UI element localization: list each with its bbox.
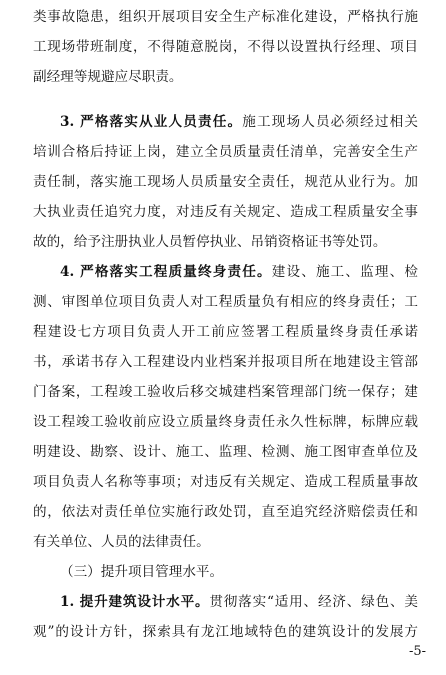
text-line: 书，承诺书存入工程建设内业档案并报项目所在地建设主管部: [33, 354, 418, 370]
subsection-heading: （三）提升项目管理水平。: [60, 564, 224, 580]
section-3-heading: 3. 严格落实从业人员责任。: [60, 114, 243, 130]
text-line: 大执业责任追究力度，对违反有关规定、造成工程质量安全事: [33, 204, 418, 220]
text-line: 观”的设计方针，探索具有龙江地域特色的建筑设计的发展方: [33, 624, 418, 640]
text-line: 类事故隐患，组织开展项目安全生产标准化建设，严格执行施: [33, 9, 418, 25]
text-line: 培训合格后持证上岗，建立全员质量责任清单，完善安全生产: [33, 144, 418, 160]
text-line: 明建设、勘察、设计、施工、监理、检测、施工图审查单位及: [33, 444, 418, 460]
text-line: 有关单位、人员的法律责任。: [33, 534, 210, 550]
text-line: 的，依法对责任单位实施行政处罚，直至追究经济赔偿责任和: [33, 504, 418, 520]
section-1-heading: 1. 提升建筑设计水平。: [60, 594, 210, 610]
text-line: 责任制，落实施工现场人员质量安全责任，规范从业行为。加: [33, 174, 418, 190]
section-1-heading-line: 1. 提升建筑设计水平。贯彻落实“适用、经济、绿色、美: [60, 594, 418, 610]
page-number: -5-: [408, 644, 426, 659]
text-line: 副经理等规避应尽职责。: [33, 69, 183, 85]
section-4-heading-line: 4. 严格落实工程质量终身责任。建设、施工、监理、检: [60, 264, 418, 280]
section-3-heading-line: 3. 严格落实从业人员责任。施工现场人员必须经过相关: [60, 114, 418, 130]
text-line: 设工程竣工验收前应设立质量终身责任永久性标牌，标牌应载: [33, 414, 418, 430]
text-line: 门备案，工程竣工验收后移交城建档案管理部门统一保存；建: [33, 384, 418, 400]
text-line: 程建设七方项目负责人开工前应签署工程质量终身责任承诺: [33, 324, 418, 340]
text-line: 工现场带班制度，不得随意脱岗，不得以设置执行经理、项目: [33, 39, 418, 55]
text-line: 故的，给予注册执业人员暂停执业、吊销资格证书等处罚。: [33, 234, 387, 250]
text-line: 项目负责人名称等事项；对违反有关规定、造成工程质量事故: [33, 474, 418, 490]
section-4-heading: 4. 严格落实工程质量终身责任。: [60, 264, 272, 280]
text-line: 测、审图单位项目负责人对工程质量负有相应的终身责任；工: [33, 294, 418, 310]
